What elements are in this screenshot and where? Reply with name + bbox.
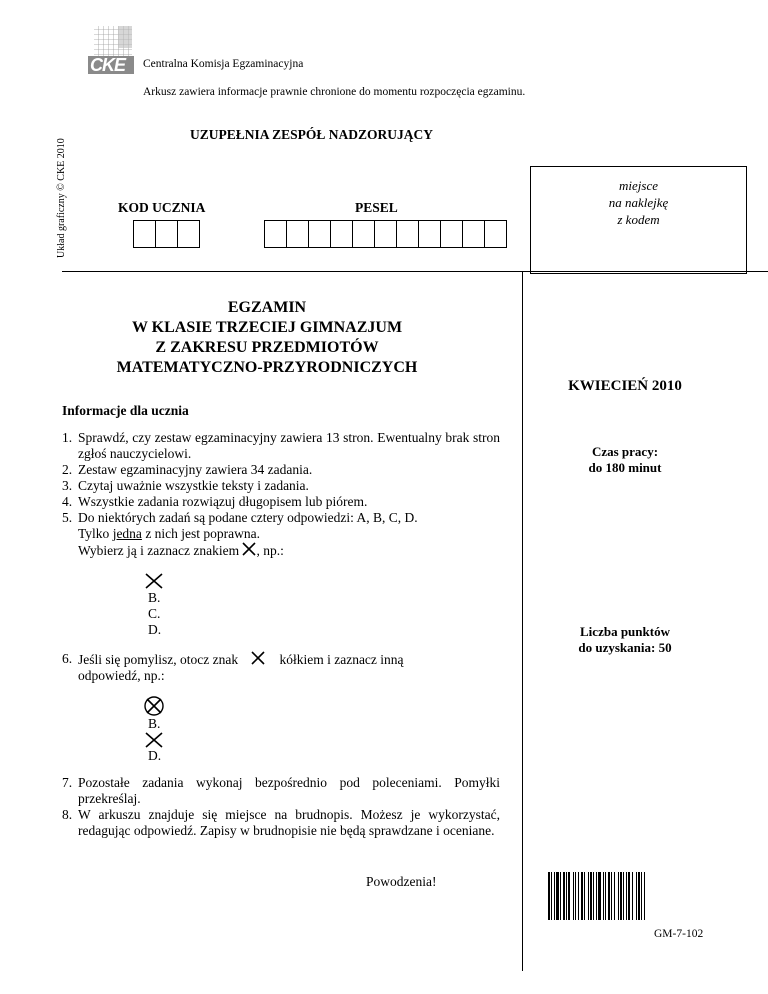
item-number: 2. <box>62 462 73 477</box>
exam-title-line: MATEMATYCZNO-PRZYRODNICZYCH <box>116 359 418 376</box>
list-item <box>62 462 500 478</box>
item-number: 5. <box>62 510 73 525</box>
pesel-box[interactable] <box>462 220 485 248</box>
crossed-answer-icon <box>144 732 164 748</box>
list-item <box>62 775 500 807</box>
barcode-bar <box>645 872 647 920</box>
list-item <box>62 478 500 494</box>
pesel-box[interactable] <box>352 220 375 248</box>
instructions-list-2 <box>62 651 500 684</box>
time-line: Czas pracy: <box>591 444 659 459</box>
item-text: Pozostałe zadania wykonaj bezpośrednio pod poleceniami. Pomyłki przekreślaj. <box>78 775 500 806</box>
column-divider <box>522 271 523 971</box>
points-info <box>545 624 705 656</box>
exam-title-line: W KLASIE TRZECIEJ GIMNAZJUM <box>131 319 403 336</box>
time-info <box>545 444 705 476</box>
institution-name: Centralna Komisja Egzaminacyjna <box>143 58 304 70</box>
pesel-box[interactable] <box>484 220 507 248</box>
list-item <box>62 807 500 839</box>
item-text: Zestaw egzaminacyjny zawiera 34 zadania. <box>78 462 313 477</box>
logo-text: CKE <box>90 55 126 75</box>
pesel-box[interactable] <box>286 220 309 248</box>
crossed-answer-icon <box>144 572 164 590</box>
list-item <box>62 510 500 559</box>
sticker-line: miejsce <box>619 178 658 193</box>
pesel-box[interactable] <box>418 220 441 248</box>
option: B. <box>148 590 161 605</box>
student-code-label: KOD UCZNIA <box>118 200 206 215</box>
instructions-list-1 <box>62 430 500 559</box>
item5-line: , np.: <box>256 543 284 558</box>
option: B. <box>148 716 161 731</box>
instructions-heading: Informacje dla ucznia <box>62 403 189 418</box>
option: D. <box>148 622 162 637</box>
pesel-box[interactable] <box>440 220 463 248</box>
sticker-line: na naklejkę <box>608 195 669 210</box>
student-code-boxes[interactable] <box>133 220 199 248</box>
legal-notice: Arkusz zawiera informacje prawnie chronione do momentu rozpoczęcia egzaminu. <box>143 86 526 98</box>
item5-line: z nich jest poprawna. <box>141 526 261 541</box>
barcode <box>548 872 728 920</box>
item-text: Sprawdź, czy zestaw egzaminacyjny zawiera 13 stron. Ewentualny brak stron zgłoś nauczycielowi. <box>78 430 500 461</box>
option: C. <box>148 606 161 621</box>
pesel-box[interactable] <box>374 220 397 248</box>
exam-title <box>90 298 444 378</box>
cke-logo <box>88 24 138 76</box>
item-number: 7. <box>62 775 73 790</box>
exam-title-line: Z ZAKRESU PRZEDMIOTÓW <box>155 339 379 356</box>
pesel-box[interactable] <box>396 220 419 248</box>
code-box[interactable] <box>133 220 156 248</box>
section-divider <box>62 271 768 272</box>
vertical-credit: Układ graficzny © CKE 2010 <box>56 138 67 258</box>
item6-line: odpowiedź, np.: <box>78 668 165 683</box>
item5-line: Do niektórych zadań są podane cztery odpowiedzi: A, B, C, D. <box>78 510 418 525</box>
exam-date: KWIECIEŃ 2010 <box>568 378 682 394</box>
item-number: 6. <box>62 651 73 666</box>
item-text: Czytaj uważnie wszystkie teksty i zadania. <box>78 478 309 493</box>
points-line: do uzyskania: 50 <box>578 640 672 655</box>
pesel-boxes[interactable] <box>264 220 506 248</box>
option: D. <box>148 748 162 763</box>
item-text <box>78 510 500 559</box>
item6-line: kółkiem i zaznacz inną <box>279 652 404 667</box>
sticker-box <box>530 166 747 274</box>
example-1-options <box>148 572 164 638</box>
list-item <box>62 651 500 684</box>
code-box[interactable] <box>155 220 178 248</box>
item-number: 1. <box>62 430 73 445</box>
circled-cross-icon <box>143 696 165 716</box>
supervisor-title: UZUPEŁNIA ZESPÓŁ NADZORUJĄCY <box>190 127 434 142</box>
exam-code: GM-7-102 <box>654 928 704 940</box>
item5-underline: jedna <box>112 526 142 541</box>
item-text: Wszystkie zadania rozwiązuj długopisem lub piórem. <box>78 494 368 509</box>
pesel-box[interactable] <box>330 220 353 248</box>
code-box[interactable] <box>177 220 200 248</box>
item-number: 3. <box>62 478 73 493</box>
item6-line: Jeśli się pomylisz, otocz znak <box>78 652 239 667</box>
pesel-label: PESEL <box>355 200 398 215</box>
item5-line: Tylko <box>78 526 113 541</box>
instructions-list-3 <box>62 775 500 839</box>
time-line: do 180 minut <box>588 460 662 475</box>
pesel-box[interactable] <box>264 220 287 248</box>
list-item <box>62 430 500 462</box>
item-number: 8. <box>62 807 73 822</box>
list-item <box>62 494 500 510</box>
cross-mark-icon <box>242 542 256 556</box>
cross-mark-icon <box>251 651 265 665</box>
item-text: W arkuszu znajduje się miejsce na brudnopis. Możesz je wykorzystać, redagując odpowiedź. Zapisy w brudnopisie nie będą sprawdzane i oceniane. <box>78 807 500 838</box>
pesel-box[interactable] <box>308 220 331 248</box>
item5-line: Wybierz ją i zaznacz znakiem <box>78 543 240 558</box>
item-number: 4. <box>62 494 73 509</box>
closing-text: Powodzenia! <box>366 874 437 889</box>
item-text <box>78 651 500 684</box>
sticker-line: z kodem <box>617 212 660 227</box>
points-line: Liczba punktów <box>580 624 670 639</box>
exam-title-line: EGZAMIN <box>227 299 307 316</box>
example-2-options <box>148 696 165 764</box>
